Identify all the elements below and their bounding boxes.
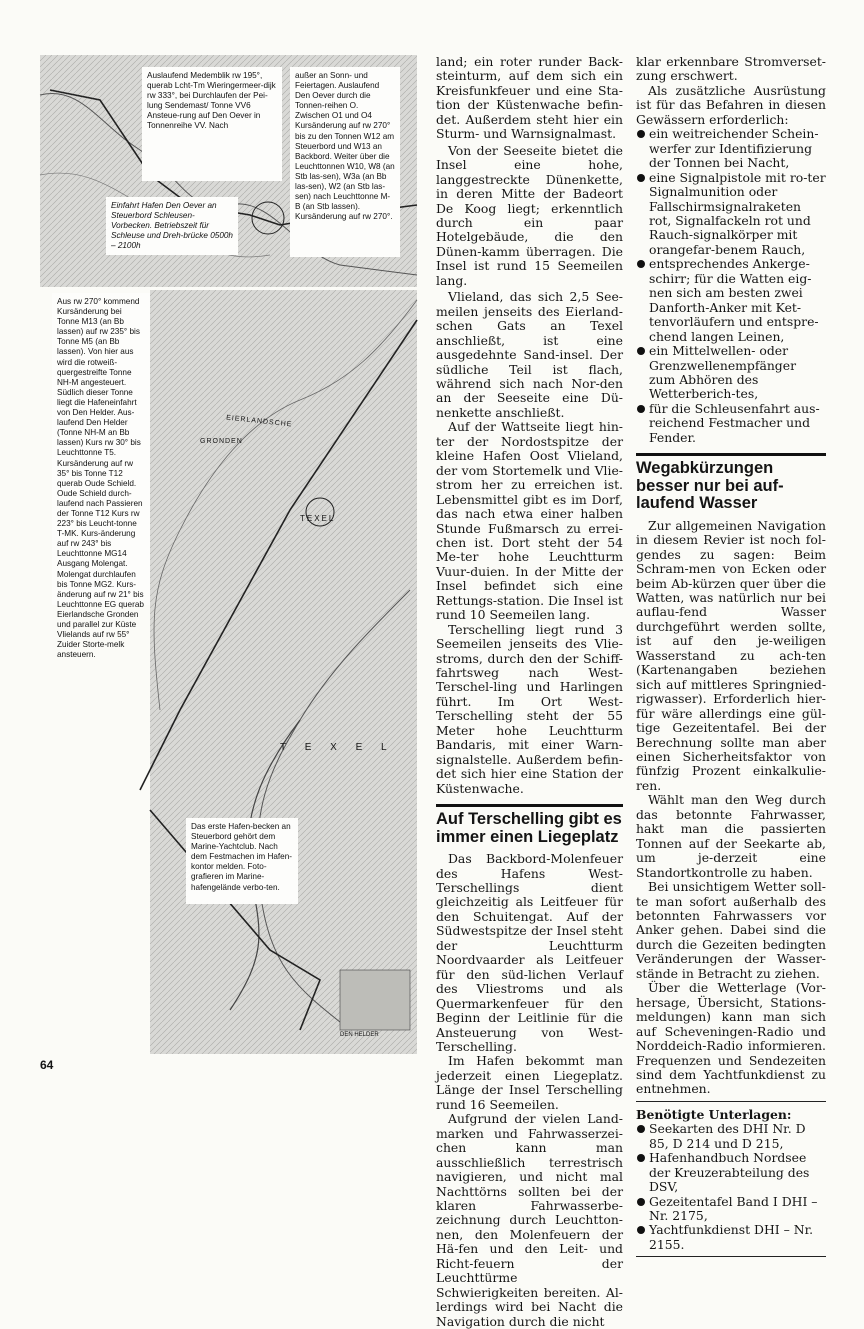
equipment-item: für die Schleusenfahrt aus-reichend Festmacher und Fender. bbox=[636, 402, 826, 445]
col1-paragraph-6: Das Backbord-Molenfeuer des Hafens West-Terschellings dient gleichzeitig als Leitfeuer für den Schuitengat. Auf der Südwestspitze der Insel steht der Leuchtturm Noordvaarder als Leitfeuer für den süd-lichen Verlauf des Vliestroms und als Quermarkenfeuer für den Beginn der Leitlinie für die Ansteuerung von West-Terschelling. bbox=[436, 851, 623, 1054]
docs-item: Yachtfunkdienst DHI – Nr. 2155. bbox=[636, 1223, 826, 1252]
text-column-1 bbox=[436, 54, 623, 1329]
map-label-texel: TEXEL bbox=[300, 514, 336, 523]
map-callout-marine-yachtclub: Das erste Hafen-becken an Steuerbord gehört dem Marine-Yachtclub. Nach dem Festmachen im Hafen-kontor melden. Foto-grafieren im Marine-hafengelände verbo-ten. bbox=[186, 818, 298, 904]
map-callout-medemblik: Auslaufend Medemblik rw 195°, querab Lcht-Tm Wieringermeer-dijk rw 333°, bei Durchlaufen der Pei-lung Sendemast/ Tonne VV6 Ansteue-rung auf Den Oever in Tonnenreihe VV. Nach bbox=[142, 67, 282, 181]
col2-paragraph-1: klar erkennbare Stromverset-zung erschwert. bbox=[636, 54, 826, 84]
map-callout-route-den-helder: Aus rw 270° kommend Kursänderung bei Tonne M13 (an Bb lassen) auf rw 235° bis Tonne M5 (an Bb lassen). Von hier aus wird die rotweiß-quergestreifte Tonne NH-M angesteuert. Südlich dieser Tonne liegt die Hafeneinfahrt von Den Helder. Aus-laufend Den Helder (Tonne NH-M an Bb lassen) Kurs rw 30° bis Leuchttonne T5. Kursänderung auf rw 35° bis Tonne T12 querab Oude Schield. Oude Schield durch-laufend nach Passieren der Tonne T12 Kurs rw 223° bis Leucht-tonne T-MK. Kurs-änderung auf rw 243° bis Leuchttonne MG14 Ausgang Molengat. Molengat durchlaufen bis Tonne MG2. Kurs-änderung auf rw 21° bis Leuchttonne EG querab Eierlandsche Gronden und parallel zur Küste Vlielands auf rw 55° Zuider Storte-melk ansteuern. bbox=[52, 293, 150, 605]
col1-paragraph-4: Auf der Wattseite liegt hin-ter der Nordostspitze der kleine Hafen Oost Vlieland, der vom Stortemelk und Vlie-strom her zu erreichen ist. Lebensmittel gibt es im Dorf, das nach etwa einer halben Stunde Fußmarsch zu errei-chen ist. Dort steht der 54 Me-ter hohe Leuchtturm Vuur-duien. In der Mitte der Insel befindet sich eine Rettungs-station. Die Insel ist rund 10 Seemeilen lang. bbox=[436, 419, 623, 623]
equipment-item: ein Mittelwellen- oder Grenzwellenempfänger zum Abhören des Wetterberich-tes, bbox=[636, 344, 826, 402]
map-label-texel-large: T E X E L bbox=[280, 742, 395, 753]
chart-map-main bbox=[150, 290, 417, 1054]
map-label-gronden: GRONDEN bbox=[200, 438, 243, 445]
text-column-2 bbox=[636, 54, 826, 1252]
equipment-item: ein weitreichender Schein-werfer zur Identifizierung der Tonnen bei Nacht, bbox=[636, 127, 826, 170]
col2-paragraph-5: Bei unsichtigem Wetter soll-te man sofort außerhalb des betonnten Fahrwassers vor Anker gehen. Dabei sind die durch die Gezeiten bedingten Veränderungen der Wasser-stände in Betracht zu ziehen. bbox=[636, 879, 826, 981]
col1-paragraph-3: Vlieland, das sich 2,5 See-meilen jenseits des Eierland-schen Gats an Texel anschließt, ist eine ausgedehnte Sand-insel. Der südliche Teil ist flach, während sich nach Nor-den an der Seeseite eine Dü-nenkette anschließt. bbox=[436, 289, 623, 420]
docs-top-divider bbox=[636, 1101, 826, 1102]
docs-item: Gezeitentafel Band I DHI – Nr. 2175, bbox=[636, 1195, 826, 1224]
docs-bottom-divider bbox=[636, 1256, 826, 1257]
docs-item: Hafenhandbuch Nordsee der Kreuzerabteilung des DSV, bbox=[636, 1151, 826, 1194]
map-callout-einfahrt-den-oever: Einfahrt Hafen Den Oever an Steuerbord Schleusen-Vorbecken. Betriebszeit für Schleuse und Dreh-brücke 0500h – 2100h bbox=[106, 197, 238, 255]
map-callout-den-oever-out: außer an Sonn- und Feiertagen. Auslaufend Den Oever durch die Tonnen-reihen O. Zwischen O1 und O4 Kursänderung auf rw 270° bis zu den Tonnen W12 am Steuerbord und W13 an Backbord. Weiter über die Leuchttonnen W10, W8 (an Stb las-sen), W3a (an Bb las-sen), W2 (an Stb las-sen) nach Leuchttonne M-B (an Stb lassen). Kursänderung auf rw 270°. bbox=[290, 67, 400, 257]
col2-paragraph-3: Zur allgemeinen Navigation in diesem Revier ist noch fol-gendes zu sagen: Beim Schram-men von Ecken oder beim Ab-kürzen quer über die Watten, was natürlich nur bei auflau-fend Wasser durchgeführt werden sollte, ist auf den je-weiligen Wasserstand zu ach-ten (Kartenangaben beziehen sich auf mittleres Springnied-rigwasser). Erforderlich hier-für wäre allerdings eine gül-tige Gezeitentafel. Bei der Berechnung sollte man aber einen Sicherheitsfaktor von fünfzig Prozent einkalkulie-ren. bbox=[636, 517, 826, 793]
col2-paragraph-6: Über die Wetterlage (Vor-hersage, Übersicht, Stations-meldungen) kann man sich auf Scheveningen-Radio und Norddeich-Radio informieren. Frequenzen und Sendezeiten sind dem Yachtfunkdienst zu entnehmen. bbox=[636, 980, 826, 1097]
docs-list bbox=[636, 1122, 826, 1252]
chart-map-top bbox=[40, 55, 417, 287]
col1-paragraph-7: Im Hafen bekommt man jederzeit einen Liegeplatz. Länge der Insel Terschelling rund 16 Seemeilen. bbox=[436, 1053, 623, 1112]
col2-paragraph-4: Wählt man den Weg durch das betonnte Fahrwasser, hakt man die passierten Tonnen auf der Seekarte ab, um je-derzeit eine Standortkontrolle zu haben. bbox=[636, 792, 826, 880]
map-label-den-helder: DEN HELDER bbox=[340, 1032, 379, 1038]
col1-paragraph-2: Von der Seeseite bietet die Insel eine hohe, langgestreckte Dünenkette, in deren Mitte der Badeort De Koog liegt; erkenntlich durch ein paar Hotelgebäude, die den Dünen-kamm überragen. Die Insel ist rund 15 Seemeilen lang. bbox=[436, 142, 623, 288]
docs-item: Seekarten des DHI Nr. D 85, D 214 und D 215, bbox=[636, 1122, 826, 1151]
col1-paragraph-8: Aufgrund der vielen Land-marken und Fahrwasserzei-chen kann man ausschließlich terrestrisch navigieren, und nicht mal Nachttörns sollten bei der klaren Fahrwasserbe-zeichnung durch Leuchtton-nen, den Molenfeuern der Hä-fen und den Leit- und Richt-feuern der Leuchttürme Schwierigkeiten bereiten. Al-lerdings wird bei Nacht die Navigation durch die nicht bbox=[436, 1111, 623, 1329]
section-heading-wegabkuerzungen: Wegabkürzungen besser nur bei auf-laufend Wasser bbox=[636, 453, 826, 519]
section-heading-terschelling: Auf Terschelling gibt es immer einen Liegeplatz bbox=[436, 804, 623, 852]
map-label-eierlandsche: EIERLANDSCHE bbox=[225, 414, 293, 429]
col1-paragraph-5: Terschelling liegt rund 3 Seemeilen jenseits des Vlie-stroms, durch den der Schiff-fahrtsweg nach West-Terschel-ling und Harlingen führt. Im Ort West-Terschelling steht der 55 Meter hohe Leuchtturm Bandaris, mit einer Warn-signalstelle. Außerdem befin-det sich hier eine Station der Küstenwache. bbox=[436, 621, 623, 796]
chart-map-main-graphic bbox=[150, 290, 417, 1054]
equipment-list bbox=[636, 127, 826, 445]
equipment-item: entsprechendes Ankerge-schirr; für die Watten eig-nen sich am besten zwei Danforth-Anker mit Ket-tenvorläufern und entspre-chend langen Leinen, bbox=[636, 257, 826, 344]
docs-heading: Benötigte Unterlagen: bbox=[636, 1106, 792, 1122]
col1-paragraph-1: land; ein roter runder Back-steinturm, auf dem sich ein Kreisfunkfeuer und eine Sta-tion der Küstenwache befin-det. Außerdem steht hier ein Sturm- und Warnsignalmast. bbox=[436, 54, 623, 142]
col2-paragraph-2: Als zusätzliche Ausrüstung ist für das Befahren in diesen Gewässern erforderlich: bbox=[636, 82, 826, 127]
equipment-item: eine Signalpistole mit ro-ter Signalmunition oder Fallschirmsignalraketen rot, Signalfackeln rot und Rauch-signalkörper mit orangefar-benem Rauch, bbox=[636, 171, 826, 258]
page-number: 64 bbox=[40, 1058, 54, 1072]
